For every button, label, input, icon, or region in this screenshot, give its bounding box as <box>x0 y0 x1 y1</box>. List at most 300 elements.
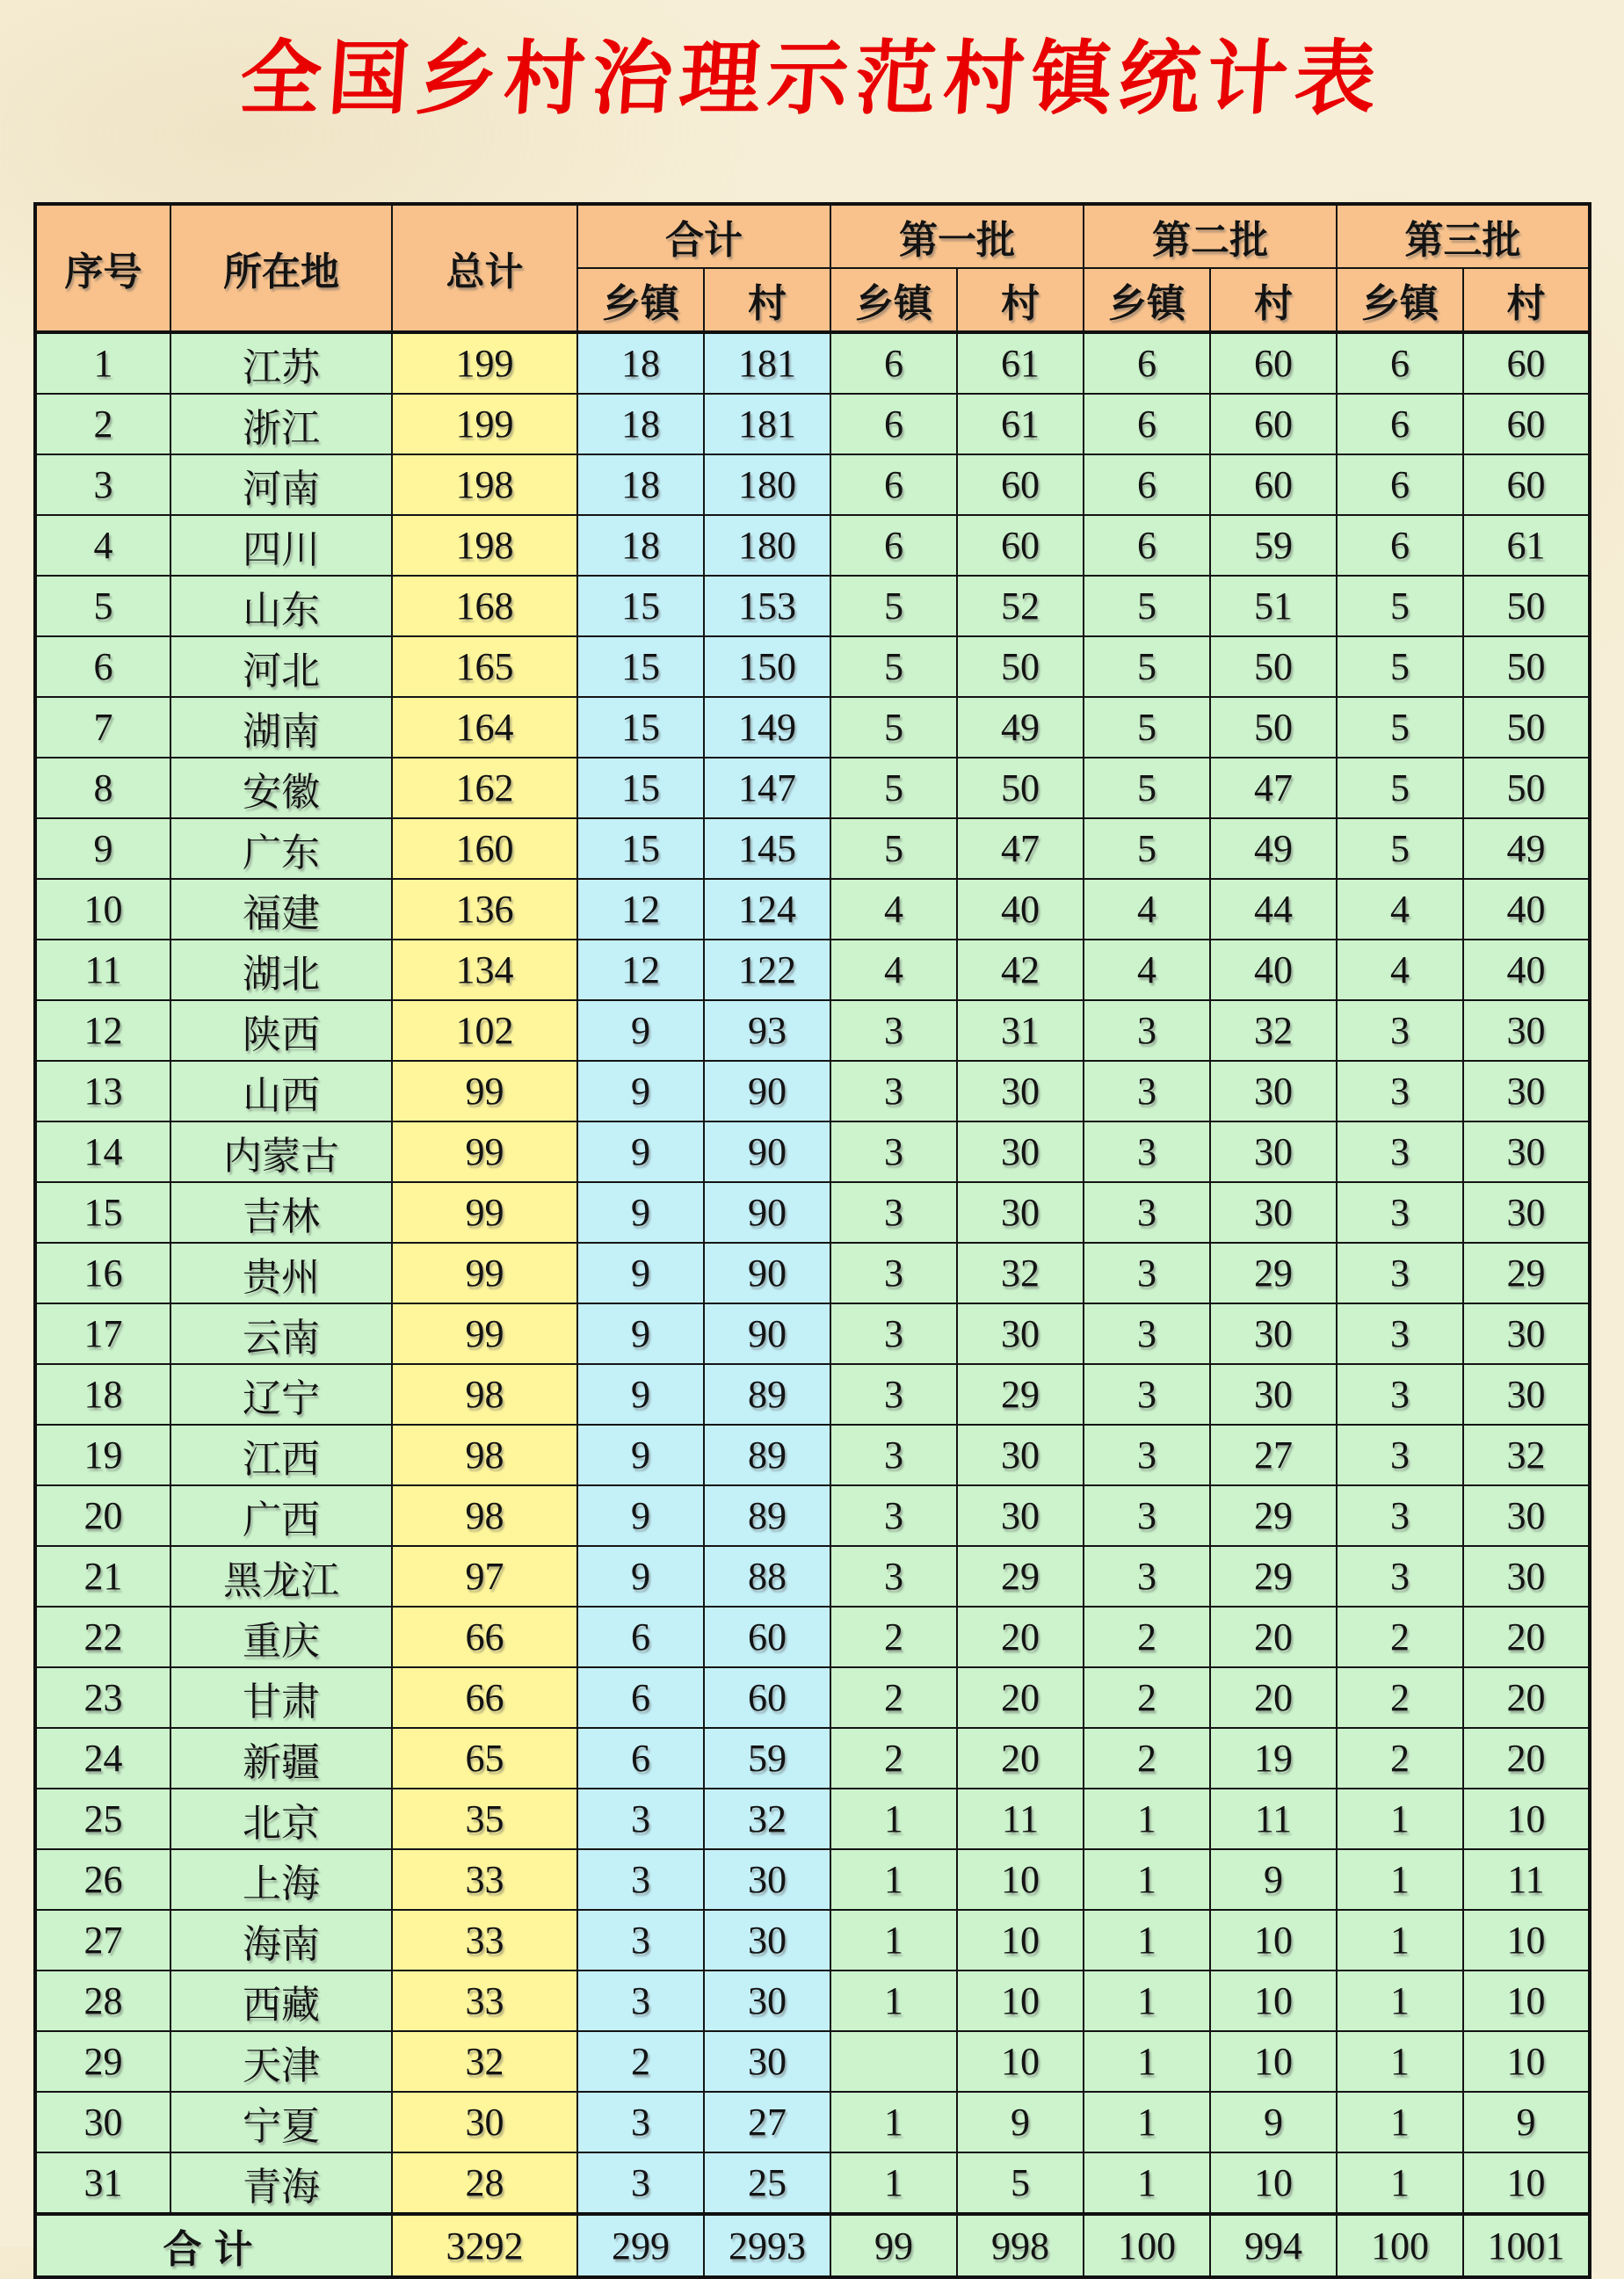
cell-value: 47 <box>1210 758 1337 818</box>
cell-value: 27 <box>1210 1425 1337 1485</box>
cell-value: 1 <box>1337 1910 1463 1971</box>
cell-value: 3 <box>1337 1000 1463 1061</box>
cell-value: 3 <box>1337 1182 1463 1243</box>
cell-value: 9 <box>1463 2092 1590 2152</box>
cell-value: 5 <box>957 2152 1084 2214</box>
cell-value: 5 <box>1084 758 1210 818</box>
cell-total: 98 <box>392 1425 577 1485</box>
cell-value: 50 <box>1463 576 1590 636</box>
cell-total: 99 <box>392 1061 577 1121</box>
cell-value: 30 <box>957 1485 1084 1546</box>
header-batch2-village: 村 <box>1210 268 1337 332</box>
cell-total: 134 <box>392 940 577 1000</box>
cell-value: 1 <box>1084 2092 1210 2152</box>
cell-value: 89 <box>704 1364 830 1425</box>
cell-value: 4 <box>1084 879 1210 940</box>
table-row <box>35 697 1590 758</box>
cell-value: 6 <box>830 332 957 394</box>
table-row <box>35 1485 1590 1546</box>
cell-value: 10 <box>1210 2031 1337 2092</box>
cell-value: 60 <box>1210 394 1337 454</box>
cell-total: 98 <box>392 1485 577 1546</box>
cell-value: 30 <box>704 1910 830 1971</box>
cell-value: 90 <box>704 1121 830 1182</box>
cell-value: 10 <box>1463 2031 1590 2092</box>
footer-batch2-township: 100 <box>1084 2214 1210 2277</box>
cell-serial: 13 <box>35 1061 170 1121</box>
cell-value: 11 <box>1210 1789 1337 1849</box>
cell-value: 50 <box>957 636 1084 697</box>
cell-value: 3 <box>830 1182 957 1243</box>
cell-value: 3 <box>830 1425 957 1485</box>
cell-value: 10 <box>1463 1789 1590 1849</box>
cell-value: 1 <box>1084 1910 1210 1971</box>
cell-total: 33 <box>392 1849 577 1910</box>
cell-value: 2 <box>830 1607 957 1667</box>
cell-value: 6 <box>1337 454 1463 515</box>
cell-location: 内蒙古 <box>170 1121 392 1182</box>
cell-value: 6 <box>577 1607 704 1667</box>
cell-location: 河南 <box>170 454 392 515</box>
cell-value: 3 <box>577 1849 704 1910</box>
cell-value: 30 <box>704 1849 830 1910</box>
cell-value: 9 <box>1210 2092 1337 2152</box>
cell-value: 31 <box>957 1000 1084 1061</box>
cell-value: 1 <box>1084 1971 1210 2031</box>
table-row <box>35 515 1590 576</box>
cell-value: 32 <box>1210 1000 1337 1061</box>
cell-value: 3 <box>830 1364 957 1425</box>
cell-value: 3 <box>1337 1364 1463 1425</box>
cell-value: 3 <box>1084 1000 1210 1061</box>
cell-value: 90 <box>704 1243 830 1303</box>
cell-value: 1 <box>1337 2152 1463 2214</box>
cell-value: 10 <box>1463 1971 1590 2031</box>
cell-serial: 7 <box>35 697 170 758</box>
cell-serial: 15 <box>35 1182 170 1243</box>
table-row <box>35 1425 1590 1485</box>
cell-total: 99 <box>392 1243 577 1303</box>
cell-value: 89 <box>704 1485 830 1546</box>
cell-value: 27 <box>704 2092 830 2152</box>
cell-value: 4 <box>1337 940 1463 1000</box>
cell-total: 168 <box>392 576 577 636</box>
cell-value: 20 <box>957 1607 1084 1667</box>
cell-value: 20 <box>1210 1607 1337 1667</box>
cell-value: 1 <box>1337 2092 1463 2152</box>
cell-serial: 4 <box>35 515 170 576</box>
table-row <box>35 1243 1590 1303</box>
cell-serial: 28 <box>35 1971 170 2031</box>
cell-value: 6 <box>830 515 957 576</box>
cell-value: 5 <box>830 697 957 758</box>
cell-serial: 5 <box>35 576 170 636</box>
cell-value: 2 <box>1084 1667 1210 1728</box>
cell-value: 18 <box>577 454 704 515</box>
cell-value: 10 <box>1463 2152 1590 2214</box>
cell-value: 30 <box>1463 1303 1590 1364</box>
cell-serial: 17 <box>35 1303 170 1364</box>
cell-total: 32 <box>392 2031 577 2092</box>
cell-location: 云南 <box>170 1303 392 1364</box>
table-row <box>35 454 1590 515</box>
cell-value: 1 <box>830 2152 957 2214</box>
cell-value: 3 <box>1084 1546 1210 1607</box>
cell-value: 20 <box>957 1728 1084 1789</box>
cell-value: 9 <box>577 1485 704 1546</box>
cell-value: 30 <box>1463 1182 1590 1243</box>
cell-serial: 25 <box>35 1789 170 1849</box>
cell-serial: 18 <box>35 1364 170 1425</box>
table-row <box>35 394 1590 454</box>
cell-value: 30 <box>704 1971 830 2031</box>
cell-value: 9 <box>577 1243 704 1303</box>
cell-value: 6 <box>1337 332 1463 394</box>
table-row <box>35 940 1590 1000</box>
cell-value: 90 <box>704 1303 830 1364</box>
cell-total: 98 <box>392 1364 577 1425</box>
table-body <box>35 332 1590 2214</box>
cell-value: 29 <box>1210 1243 1337 1303</box>
cell-value: 10 <box>1210 1910 1337 1971</box>
cell-value: 6 <box>830 454 957 515</box>
cell-value: 9 <box>957 2092 1084 2152</box>
cell-value: 5 <box>830 818 957 879</box>
page-title: 全国乡村治理示范村镇统计表 <box>236 34 1387 124</box>
table-row <box>35 1789 1590 1849</box>
cell-value: 3 <box>830 1546 957 1607</box>
cell-value: 3 <box>830 1303 957 1364</box>
cell-value: 40 <box>1210 940 1337 1000</box>
table-row <box>35 1182 1590 1243</box>
cell-total: 28 <box>392 2152 577 2214</box>
cell-value: 89 <box>704 1425 830 1485</box>
cell-total: 160 <box>392 818 577 879</box>
cell-value: 3 <box>830 1485 957 1546</box>
cell-location: 安徽 <box>170 758 392 818</box>
cell-value: 51 <box>1210 576 1337 636</box>
cell-value: 32 <box>957 1243 1084 1303</box>
cell-serial: 2 <box>35 394 170 454</box>
cell-total: 198 <box>392 515 577 576</box>
cell-value: 124 <box>704 879 830 940</box>
cell-value: 50 <box>1463 636 1590 697</box>
cell-value: 10 <box>1210 1971 1337 2031</box>
cell-value: 4 <box>1337 879 1463 940</box>
cell-total: 33 <box>392 1971 577 2031</box>
table-row <box>35 1364 1590 1425</box>
cell-serial: 30 <box>35 2092 170 2152</box>
cell-value: 3 <box>1337 1546 1463 1607</box>
cell-value: 3 <box>1084 1425 1210 1485</box>
cell-value: 9 <box>577 1303 704 1364</box>
cell-serial: 16 <box>35 1243 170 1303</box>
cell-value: 40 <box>957 879 1084 940</box>
cell-total: 33 <box>392 1910 577 1971</box>
cell-value: 3 <box>1084 1303 1210 1364</box>
cell-value: 2 <box>1084 1728 1210 1789</box>
cell-value: 153 <box>704 576 830 636</box>
cell-value: 2 <box>1337 1607 1463 1667</box>
cell-value: 3 <box>577 1971 704 2031</box>
cell-location: 北京 <box>170 1789 392 1849</box>
cell-value: 90 <box>704 1182 830 1243</box>
cell-value: 145 <box>704 818 830 879</box>
cell-value: 61 <box>957 332 1084 394</box>
cell-value: 5 <box>1337 697 1463 758</box>
cell-location: 河北 <box>170 636 392 697</box>
cell-total: 65 <box>392 1728 577 1789</box>
cell-value: 10 <box>1463 1910 1590 1971</box>
footer-grand-total: 3292 <box>392 2214 577 2277</box>
cell-value: 3 <box>1084 1364 1210 1425</box>
cell-value: 20 <box>1210 1667 1337 1728</box>
cell-value: 3 <box>1337 1061 1463 1121</box>
cell-value: 1 <box>830 1910 957 1971</box>
cell-value: 3 <box>830 1061 957 1121</box>
cell-value: 3 <box>830 1243 957 1303</box>
cell-value: 3 <box>1337 1485 1463 1546</box>
cell-value: 9 <box>577 1425 704 1485</box>
cell-value: 1 <box>1084 1849 1210 1910</box>
cell-total: 97 <box>392 1546 577 1607</box>
cell-serial: 26 <box>35 1849 170 1910</box>
cell-value: 10 <box>1210 2152 1337 2214</box>
cell-value: 20 <box>1463 1728 1590 1789</box>
cell-location: 广东 <box>170 818 392 879</box>
cell-total: 199 <box>392 332 577 394</box>
cell-value: 30 <box>1463 1121 1590 1182</box>
footer-batch3-village: 1001 <box>1463 2214 1590 2277</box>
cell-location: 西藏 <box>170 1971 392 2031</box>
cell-value: 50 <box>1463 758 1590 818</box>
cell-value: 59 <box>1210 515 1337 576</box>
header-subtotal-township: 乡镇 <box>577 268 704 332</box>
cell-value: 60 <box>1210 332 1337 394</box>
cell-total: 30 <box>392 2092 577 2152</box>
cell-value: 30 <box>957 1121 1084 1182</box>
header-batch3-village: 村 <box>1463 268 1590 332</box>
footer-row <box>35 2214 1590 2277</box>
cell-value: 9 <box>577 1121 704 1182</box>
cell-value: 3 <box>1084 1182 1210 1243</box>
cell-value: 60 <box>957 454 1084 515</box>
cell-value: 9 <box>577 1364 704 1425</box>
cell-value: 1 <box>1337 1971 1463 2031</box>
cell-location: 新疆 <box>170 1728 392 1789</box>
table-row <box>35 636 1590 697</box>
cell-location: 甘肃 <box>170 1667 392 1728</box>
cell-location: 重庆 <box>170 1607 392 1667</box>
cell-value: 5 <box>1084 697 1210 758</box>
cell-value: 59 <box>704 1728 830 1789</box>
table-row <box>35 2092 1590 2152</box>
cell-value: 50 <box>957 758 1084 818</box>
header-group-row <box>35 204 1590 268</box>
cell-value: 4 <box>830 940 957 1000</box>
cell-value: 6 <box>1337 394 1463 454</box>
cell-serial: 3 <box>35 454 170 515</box>
cell-value: 49 <box>957 697 1084 758</box>
cell-value: 1 <box>1337 2031 1463 2092</box>
cell-value: 19 <box>1210 1728 1337 1789</box>
cell-serial: 9 <box>35 818 170 879</box>
cell-location: 黑龙江 <box>170 1546 392 1607</box>
cell-value: 11 <box>957 1789 1084 1849</box>
cell-total: 198 <box>392 454 577 515</box>
cell-value: 30 <box>1463 1485 1590 1546</box>
cell-total: 66 <box>392 1667 577 1728</box>
cell-value: 12 <box>577 940 704 1000</box>
cell-value: 12 <box>577 879 704 940</box>
cell-location: 贵州 <box>170 1243 392 1303</box>
cell-total: 66 <box>392 1607 577 1667</box>
cell-value: 3 <box>1337 1425 1463 1485</box>
cell-value: 30 <box>957 1425 1084 1485</box>
cell-value: 50 <box>1210 636 1337 697</box>
cell-value: 60 <box>704 1667 830 1728</box>
cell-total: 162 <box>392 758 577 818</box>
cell-value: 150 <box>704 636 830 697</box>
cell-value: 3 <box>830 1121 957 1182</box>
cell-value: 60 <box>1463 332 1590 394</box>
cell-location: 上海 <box>170 1849 392 1910</box>
table-row <box>35 1607 1590 1667</box>
cell-value: 1 <box>830 1849 957 1910</box>
cell-value: 18 <box>577 332 704 394</box>
header-batch1-township: 乡镇 <box>830 268 957 332</box>
cell-value: 10 <box>957 1910 1084 1971</box>
cell-value: 10 <box>957 2031 1084 2092</box>
header-batch1-village: 村 <box>957 268 1084 332</box>
table-footer <box>35 2214 1590 2277</box>
cell-value: 49 <box>1463 818 1590 879</box>
cell-value: 30 <box>704 2031 830 2092</box>
cell-serial: 31 <box>35 2152 170 2214</box>
cell-value: 60 <box>1463 394 1590 454</box>
table-row <box>35 332 1590 394</box>
cell-value: 1 <box>1337 1789 1463 1849</box>
cell-value: 29 <box>957 1546 1084 1607</box>
cell-value: 30 <box>1463 1061 1590 1121</box>
cell-value: 20 <box>1463 1607 1590 1667</box>
header-subtotal-village: 村 <box>704 268 830 332</box>
cell-value: 25 <box>704 2152 830 2214</box>
cell-value: 2 <box>1337 1728 1463 1789</box>
cell-serial: 20 <box>35 1485 170 1546</box>
cell-value: 49 <box>1210 818 1337 879</box>
cell-value: 2 <box>830 1728 957 1789</box>
cell-location: 陕西 <box>170 1000 392 1061</box>
cell-total: 136 <box>392 879 577 940</box>
cell-value: 3 <box>577 2092 704 2152</box>
cell-value: 61 <box>957 394 1084 454</box>
cell-value: 3 <box>577 1910 704 1971</box>
cell-value: 30 <box>1463 1364 1590 1425</box>
cell-value: 32 <box>704 1789 830 1849</box>
cell-value: 52 <box>957 576 1084 636</box>
cell-value: 42 <box>957 940 1084 1000</box>
table-row <box>35 1546 1590 1607</box>
footer-batch1-township: 99 <box>830 2214 957 2277</box>
header-group-batch3: 第三批 <box>1337 204 1590 268</box>
cell-value: 1 <box>830 1789 957 1849</box>
cell-value: 1 <box>830 1971 957 2031</box>
cell-location: 宁夏 <box>170 2092 392 2152</box>
cell-location: 海南 <box>170 1910 392 1971</box>
cell-value: 18 <box>577 394 704 454</box>
cell-value: 30 <box>957 1182 1084 1243</box>
cell-serial: 11 <box>35 940 170 1000</box>
cell-value: 90 <box>704 1061 830 1121</box>
cell-serial: 27 <box>35 1910 170 1971</box>
header-group-subtotal: 合计 <box>577 204 830 268</box>
cell-serial: 24 <box>35 1728 170 1789</box>
cell-value: 6 <box>830 394 957 454</box>
table-row <box>35 879 1590 940</box>
cell-value: 4 <box>830 879 957 940</box>
table-row <box>35 1910 1590 1971</box>
cell-value: 20 <box>957 1667 1084 1728</box>
cell-value: 29 <box>957 1364 1084 1425</box>
cell-value: 30 <box>1210 1303 1337 1364</box>
cell-value: 3 <box>830 1000 957 1061</box>
cell-value: 10 <box>957 1971 1084 2031</box>
cell-value: 181 <box>704 394 830 454</box>
cell-value: 3 <box>1337 1121 1463 1182</box>
cell-value: 29 <box>1210 1485 1337 1546</box>
table-row <box>35 1971 1590 2031</box>
footer-subtotal-township: 299 <box>577 2214 704 2277</box>
cell-total: 164 <box>392 697 577 758</box>
cell-value: 5 <box>1084 818 1210 879</box>
header-batch2-township: 乡镇 <box>1084 268 1210 332</box>
cell-value: 29 <box>1210 1546 1337 1607</box>
cell-value: 5 <box>1337 818 1463 879</box>
cell-value: 30 <box>957 1061 1084 1121</box>
table-row <box>35 818 1590 879</box>
header-group-batch2: 第二批 <box>1084 204 1337 268</box>
cell-value: 40 <box>1463 879 1590 940</box>
table-row <box>35 1303 1590 1364</box>
cell-location: 湖南 <box>170 697 392 758</box>
table-row <box>35 576 1590 636</box>
cell-value: 15 <box>577 818 704 879</box>
cell-value: 2 <box>577 2031 704 2092</box>
cell-value: 9 <box>577 1000 704 1061</box>
cell-value: 5 <box>1084 576 1210 636</box>
cell-value: 40 <box>1463 940 1590 1000</box>
cell-value: 5 <box>1337 636 1463 697</box>
cell-value: 30 <box>1463 1546 1590 1607</box>
table-row <box>35 2152 1590 2214</box>
cell-value: 15 <box>577 636 704 697</box>
table-row <box>35 1121 1590 1182</box>
cell-value: 6 <box>1084 454 1210 515</box>
cell-location: 湖北 <box>170 940 392 1000</box>
table-row <box>35 1061 1590 1121</box>
cell-value: 15 <box>577 758 704 818</box>
cell-value: 6 <box>1337 515 1463 576</box>
cell-value: 5 <box>830 576 957 636</box>
cell-value: 1 <box>1337 1849 1463 1910</box>
cell-value: 60 <box>957 515 1084 576</box>
cell-total: 99 <box>392 1121 577 1182</box>
cell-total: 165 <box>392 636 577 697</box>
cell-value: 6 <box>1084 515 1210 576</box>
cell-value: 180 <box>704 454 830 515</box>
cell-value: 20 <box>1463 1667 1590 1728</box>
